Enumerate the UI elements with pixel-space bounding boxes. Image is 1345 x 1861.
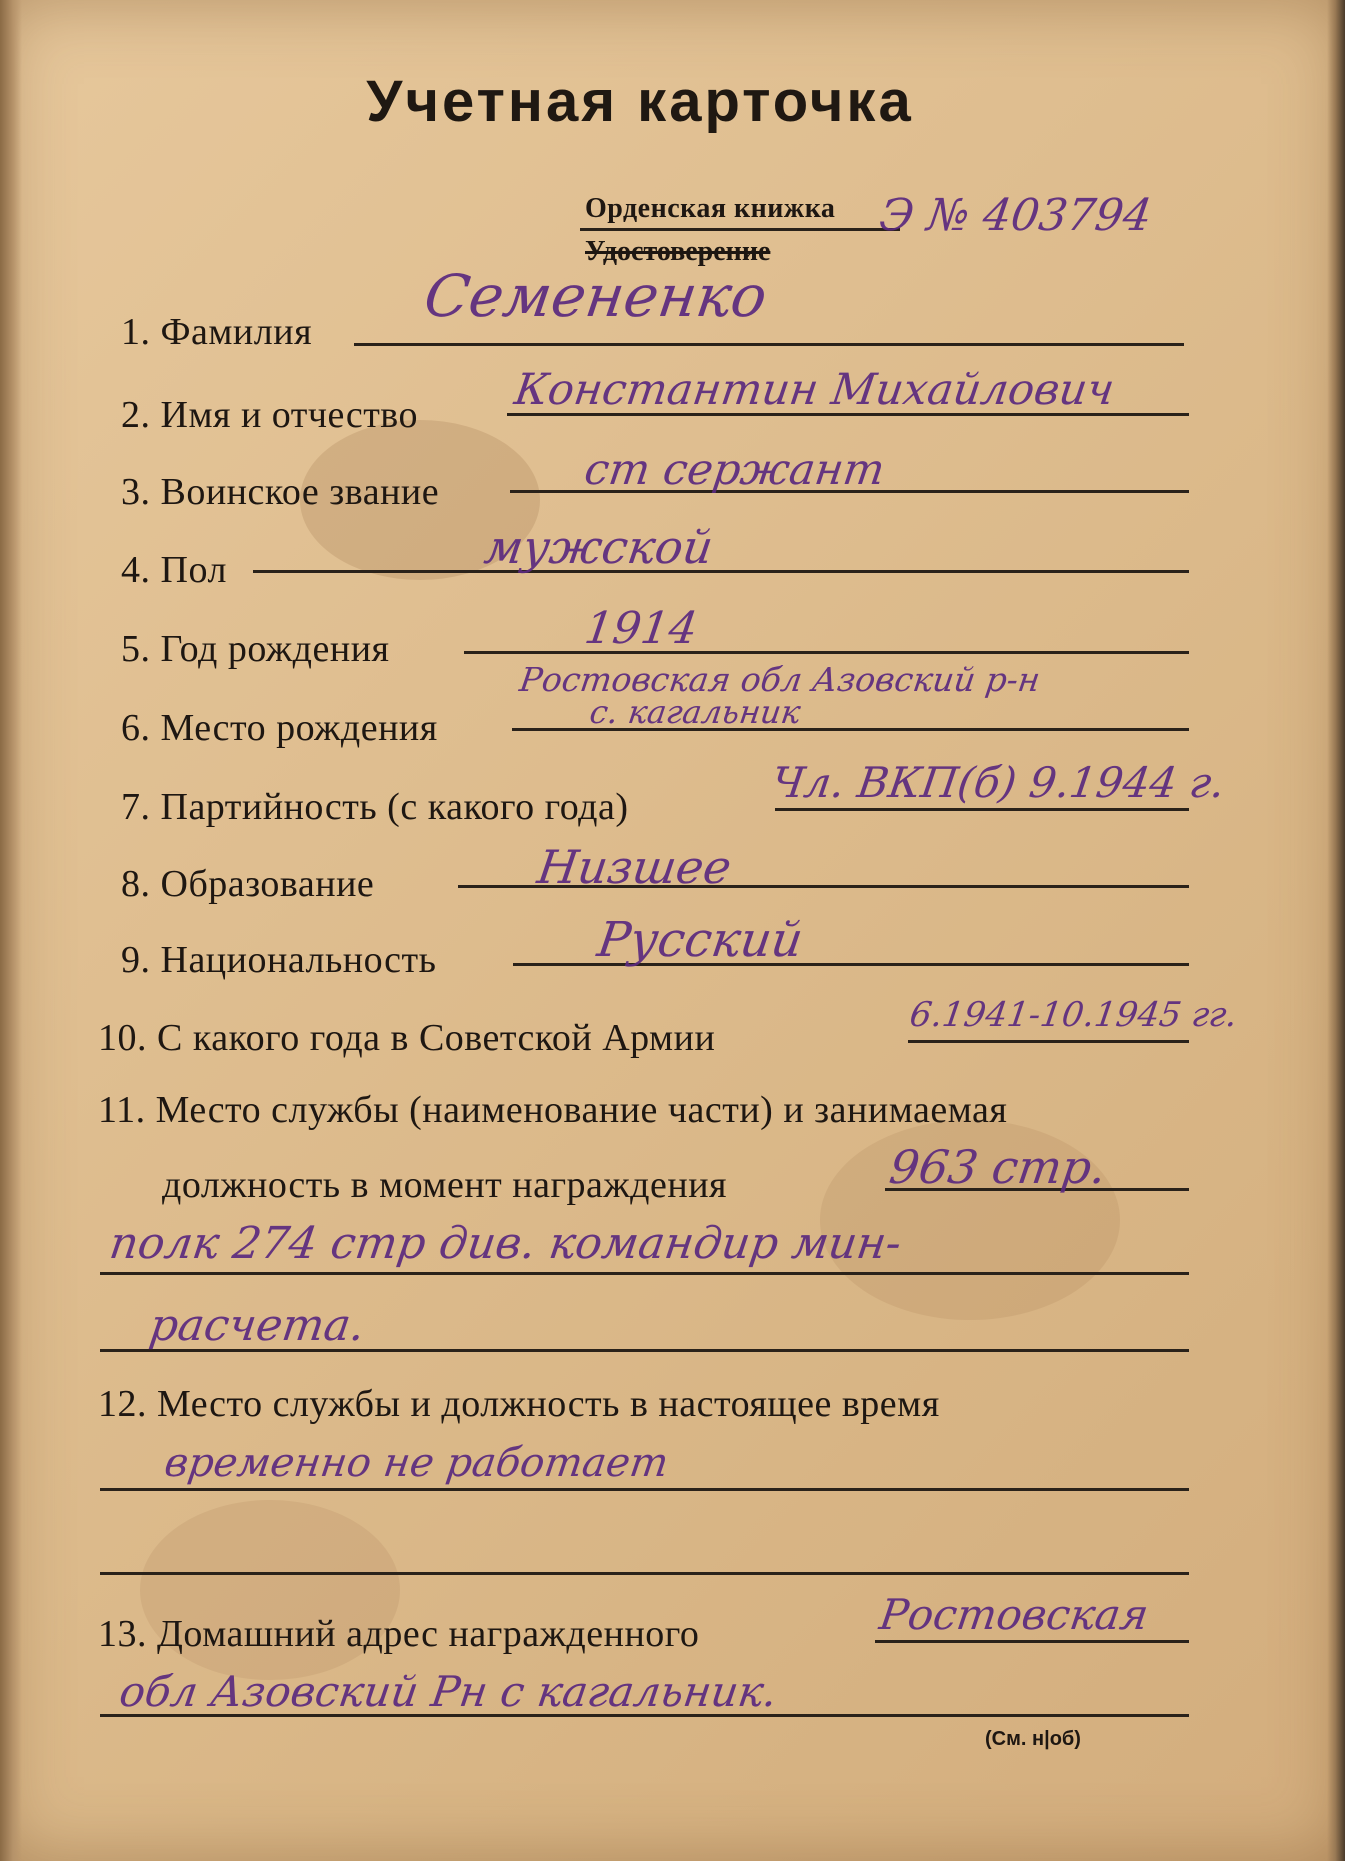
field-education-value: Низшее <box>534 840 735 894</box>
field-surname-label: 1. Фамилия <box>121 311 313 353</box>
field-birth-year-line <box>464 651 1189 654</box>
field-nationality-label: 9. Национальность <box>121 939 437 981</box>
field-service-value-line1: 963 стр. <box>886 1140 1110 1194</box>
field-service-value-line3: расчета. <box>146 1300 368 1351</box>
field-nationality-value: Русский <box>594 912 807 968</box>
see-reverse-note: (См. н|об) <box>985 1728 1081 1750</box>
field-address-line1 <box>875 1640 1189 1643</box>
card-title: Учетная карточка <box>366 69 914 134</box>
field-name-label: 2. Имя и отчество <box>121 394 418 436</box>
field-service-label-line2: должность в момент награждения <box>162 1164 728 1206</box>
paper-edge-left <box>0 0 22 1861</box>
field-rank-value: ст сержант <box>581 445 888 495</box>
field-service-line2 <box>100 1272 1189 1275</box>
field-birthplace-value-line1: Ростовская обл Азовский р-н <box>517 660 1043 699</box>
field-current-service-value: временно не работает <box>161 1440 672 1486</box>
field-sex-line <box>253 570 1189 573</box>
field-address-value-line2: обл Азовский Рн с кагальник. <box>116 1667 781 1716</box>
order-book-label: Орденская книжка <box>585 193 836 224</box>
field-army-since-line <box>908 1040 1189 1043</box>
field-address-label: 13. Домашний адрес награжденного <box>98 1613 700 1655</box>
field-birth-year-value: 1914 <box>581 603 701 654</box>
field-current-service-line1 <box>100 1488 1189 1491</box>
field-name-value: Константин Михайлович <box>511 365 1118 415</box>
field-service-label-line1: 11. Место службы (наименование части) и занимаемая <box>98 1089 1008 1131</box>
field-rank-label: 3. Воинское звание <box>121 471 440 513</box>
field-army-since-label: 10. С какого года в Советской Армии <box>98 1017 716 1059</box>
field-party-line <box>775 808 1189 811</box>
field-birth-year-label: 5. Год рождения <box>121 628 390 670</box>
field-address-value-line1: Ростовская <box>876 1590 1152 1639</box>
field-party-value: Чл. ВКП(б) 9.1944 г. <box>768 758 1228 807</box>
field-current-service-label: 12. Место службы и должность в настоящее время <box>98 1383 940 1425</box>
field-army-since-value: 6.1941-10.1945 гг. <box>907 995 1240 1035</box>
field-birthplace-value-line2: с. кагальник <box>587 693 803 731</box>
field-sex-label: 4. Пол <box>121 549 227 591</box>
field-surname-value: Семененко <box>420 262 772 330</box>
field-birthplace-label: 6. Место рождения <box>121 707 438 749</box>
field-party-label: 7. Партийность (с какого года) <box>121 786 629 828</box>
field-sex-value: мужской <box>481 520 717 574</box>
doc-underline <box>580 228 900 231</box>
field-current-service-line2 <box>100 1572 1189 1575</box>
field-surname-line <box>354 343 1184 346</box>
field-service-value-line2: полк 274 стр див. командир мин- <box>106 1218 905 1269</box>
certificate-label-struck: Удостоверение <box>585 236 771 267</box>
paper-edge-right <box>1327 0 1345 1861</box>
field-education-label: 8. Образование <box>121 863 375 905</box>
document-number-handwritten: Э № 403794 <box>876 190 1155 241</box>
